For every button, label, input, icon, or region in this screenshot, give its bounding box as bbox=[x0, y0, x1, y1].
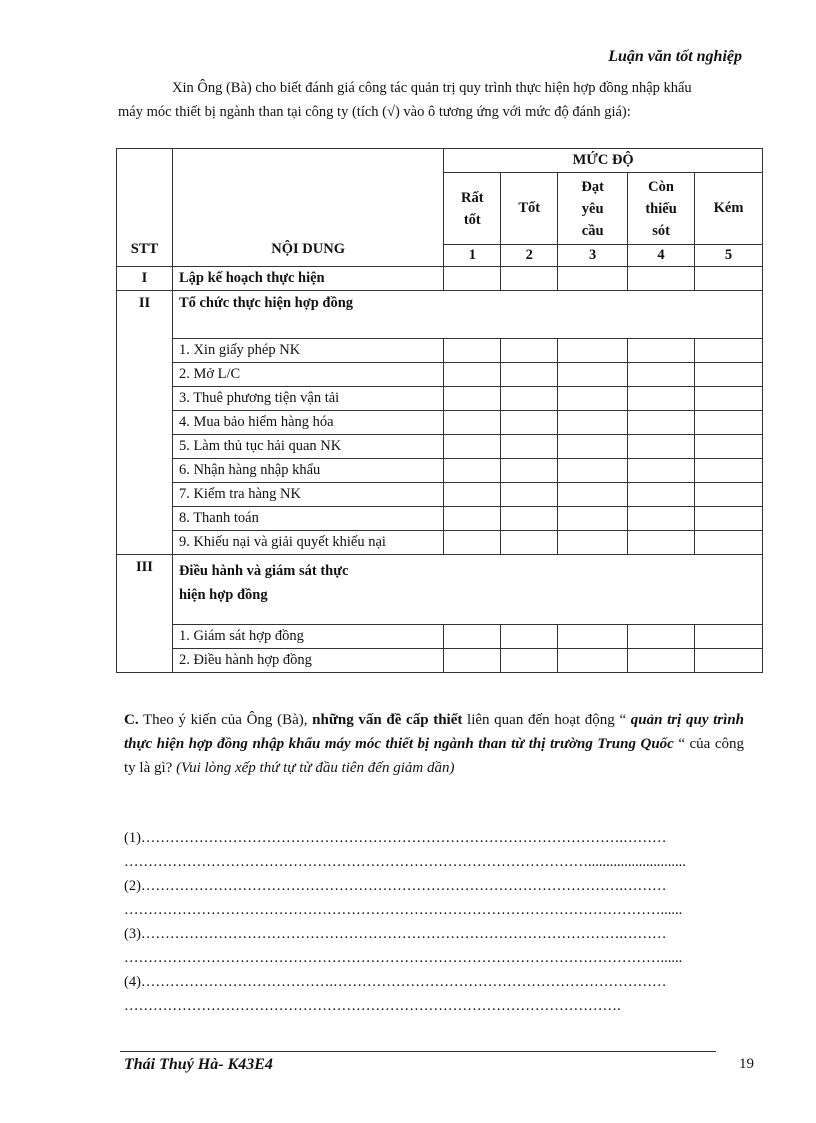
rating-header-1: Rất tốt bbox=[444, 173, 501, 245]
section-c-question bbox=[124, 708, 744, 780]
rating-cell[interactable] bbox=[695, 387, 763, 411]
answer-line[interactable]: (1)……………………………………………………………………………………….……… bbox=[124, 830, 667, 846]
table-row bbox=[117, 483, 763, 507]
rating-cell[interactable] bbox=[501, 459, 558, 483]
rating-number: 2 bbox=[501, 245, 558, 267]
rating-cell[interactable] bbox=[695, 507, 763, 531]
section-c-text: liên quan đến hoạt động “ bbox=[462, 712, 631, 728]
section-row-i bbox=[117, 267, 763, 291]
item-label: 7. Kiểm tra hàng NK bbox=[172, 483, 443, 507]
rating-cell[interactable] bbox=[558, 339, 628, 363]
rating-cell[interactable] bbox=[628, 649, 695, 673]
stt-header: STT bbox=[117, 149, 173, 267]
item-label: 5. Làm thủ tục hải quan NK bbox=[172, 435, 443, 459]
footer-author: Thái Thuý Hà- K43E4 bbox=[124, 1056, 273, 1073]
table-row bbox=[117, 649, 763, 673]
table-row bbox=[117, 339, 763, 363]
rating-cell[interactable] bbox=[628, 363, 695, 387]
intro-line-2: máy móc thiết bị ngành than tại công ty (tích (√) vào ô tương ứng với mức độ đánh giá): bbox=[118, 104, 631, 120]
rating-cell[interactable] bbox=[501, 363, 558, 387]
rating-cell[interactable] bbox=[501, 625, 558, 649]
rating-cell[interactable] bbox=[444, 483, 501, 507]
rating-header-4: Còn thiếu sót bbox=[628, 173, 695, 245]
rating-cell[interactable] bbox=[558, 387, 628, 411]
page-number: 19 bbox=[739, 1056, 754, 1072]
section-title: Tổ chức thực hiện hợp đồng bbox=[172, 291, 762, 339]
rating-cell[interactable] bbox=[628, 387, 695, 411]
rating-cell[interactable] bbox=[444, 459, 501, 483]
rating-cell[interactable] bbox=[501, 339, 558, 363]
rating-cell[interactable] bbox=[501, 387, 558, 411]
rating-cell[interactable] bbox=[501, 411, 558, 435]
item-label: 4. Mua bảo hiểm hàng hóa bbox=[172, 411, 443, 435]
footer-divider bbox=[120, 1051, 716, 1052]
section-stt: I bbox=[117, 267, 173, 291]
rating-header-3: Đạt yêu cầu bbox=[558, 173, 628, 245]
rating-cell[interactable] bbox=[558, 507, 628, 531]
rating-cell[interactable] bbox=[444, 411, 501, 435]
rating-cell[interactable] bbox=[628, 483, 695, 507]
running-header: Luận văn tốt nghiệp bbox=[608, 48, 742, 65]
rating-cell[interactable] bbox=[695, 411, 763, 435]
rating-cell[interactable] bbox=[628, 267, 695, 291]
section-c-text: Theo ý kiến của Ông (Bà), bbox=[138, 712, 313, 728]
rating-cell[interactable] bbox=[695, 649, 763, 673]
rating-cell[interactable] bbox=[558, 649, 628, 673]
rating-cell[interactable] bbox=[444, 435, 501, 459]
rating-number: 5 bbox=[695, 245, 763, 267]
item-label: 3. Thuê phương tiện vận tải bbox=[172, 387, 443, 411]
rating-cell[interactable] bbox=[444, 507, 501, 531]
answer-line[interactable]: ……………………………………………………………………………………........................... bbox=[124, 854, 686, 870]
rating-cell[interactable] bbox=[501, 267, 558, 291]
rating-header-5: Kém bbox=[695, 173, 763, 245]
rating-cell[interactable] bbox=[695, 625, 763, 649]
rating-cell[interactable] bbox=[695, 483, 763, 507]
item-label: 8. Thanh toán bbox=[172, 507, 443, 531]
table-row bbox=[117, 387, 763, 411]
rating-cell[interactable] bbox=[501, 649, 558, 673]
rating-cell[interactable] bbox=[695, 363, 763, 387]
answer-line[interactable]: (4)………………………………….…………………………………………………………… bbox=[124, 974, 667, 990]
item-label: 9. Khiếu nại và giải quyết khiếu nại bbox=[172, 531, 443, 555]
intro-line-1: Xin Ông (Bà) cho biết đánh giá công tác quản trị quy trình thực hiện hợp đồng nhập khẩu bbox=[172, 80, 692, 96]
rating-cell[interactable] bbox=[558, 531, 628, 555]
table-row bbox=[117, 459, 763, 483]
content-header: NỘI DUNG bbox=[172, 149, 443, 267]
table-row bbox=[117, 507, 763, 531]
rating-header-2: Tốt bbox=[501, 173, 558, 245]
rating-cell[interactable] bbox=[501, 435, 558, 459]
rating-cell[interactable] bbox=[444, 363, 501, 387]
rating-cell[interactable] bbox=[695, 435, 763, 459]
intro-paragraph bbox=[118, 76, 748, 124]
section-c-text: “ của công ty là gì? bbox=[124, 736, 744, 776]
answer-line[interactable]: …………………………………………………………………………………………. bbox=[124, 998, 621, 1014]
rating-cell[interactable] bbox=[558, 483, 628, 507]
rating-cell[interactable] bbox=[628, 339, 695, 363]
rating-cell[interactable] bbox=[558, 459, 628, 483]
rating-cell[interactable] bbox=[695, 531, 763, 555]
rating-cell[interactable] bbox=[695, 267, 763, 291]
section-stt: III bbox=[117, 555, 173, 673]
evaluation-table bbox=[116, 148, 763, 673]
item-label: 1. Xin giấy phép NK bbox=[172, 339, 443, 363]
rating-number: 1 bbox=[444, 245, 501, 267]
table-row bbox=[117, 435, 763, 459]
section-row-iii bbox=[117, 555, 763, 625]
answer-lines[interactable] bbox=[124, 826, 744, 1018]
item-label: 2. Mở L/C bbox=[172, 363, 443, 387]
table-row bbox=[117, 531, 763, 555]
answer-line[interactable]: (3)……………………………………………………………………………………….……… bbox=[124, 926, 667, 942]
rating-cell[interactable] bbox=[501, 507, 558, 531]
rating-cell[interactable] bbox=[444, 387, 501, 411]
rating-cell[interactable] bbox=[558, 435, 628, 459]
rating-cell[interactable] bbox=[444, 649, 501, 673]
rating-cell[interactable] bbox=[444, 267, 501, 291]
rating-cell[interactable] bbox=[558, 267, 628, 291]
rating-cell[interactable] bbox=[501, 531, 558, 555]
rating-cell[interactable] bbox=[444, 625, 501, 649]
rating-cell[interactable] bbox=[628, 435, 695, 459]
rating-number: 4 bbox=[628, 245, 695, 267]
rating-cell[interactable] bbox=[628, 459, 695, 483]
section-c-instruction: (Vui lòng xếp thứ tự từ đầu tiên đến giảm dần) bbox=[176, 760, 455, 776]
rating-cell[interactable] bbox=[628, 411, 695, 435]
answer-line[interactable]: …………………………………………………………………………………………………...... bbox=[124, 902, 683, 918]
section-c-topic: quản trị quy trình thực hiện hợp đồng nhập khẩu máy móc thiết bị ngành than từ thị trường Trung Quốc bbox=[124, 712, 744, 752]
rating-cell[interactable] bbox=[558, 411, 628, 435]
rating-cell[interactable] bbox=[695, 459, 763, 483]
item-label: 1. Giám sát hợp đồng bbox=[172, 625, 443, 649]
answer-line[interactable]: …………………………………………………………………………………………………...... bbox=[124, 950, 683, 966]
level-header: MỨC ĐỘ bbox=[444, 149, 763, 173]
rating-cell[interactable] bbox=[444, 339, 501, 363]
section-title: Điều hành và giám sát thực hiện hợp đồng bbox=[172, 555, 762, 625]
rating-cell[interactable] bbox=[558, 363, 628, 387]
section-c-label: C. bbox=[124, 712, 139, 728]
rating-cell[interactable] bbox=[628, 507, 695, 531]
table-row bbox=[117, 625, 763, 649]
item-label: 6. Nhận hàng nhập khẩu bbox=[172, 459, 443, 483]
rating-cell[interactable] bbox=[501, 483, 558, 507]
rating-cell[interactable] bbox=[628, 531, 695, 555]
table-row bbox=[117, 363, 763, 387]
section-stt: II bbox=[117, 291, 173, 555]
section-title: Lập kế hoạch thực hiện bbox=[172, 267, 443, 291]
rating-cell[interactable] bbox=[444, 531, 501, 555]
item-label: 2. Điều hành hợp đồng bbox=[172, 649, 443, 673]
section-row-ii bbox=[117, 291, 763, 339]
answer-line[interactable]: (2)……………………………………………………………………………………….……… bbox=[124, 878, 667, 894]
rating-cell[interactable] bbox=[628, 625, 695, 649]
section-c-emphasis: những vấn đề cấp thiết bbox=[312, 712, 463, 728]
rating-number: 3 bbox=[558, 245, 628, 267]
rating-cell[interactable] bbox=[695, 339, 763, 363]
rating-cell[interactable] bbox=[558, 625, 628, 649]
table-row bbox=[117, 411, 763, 435]
